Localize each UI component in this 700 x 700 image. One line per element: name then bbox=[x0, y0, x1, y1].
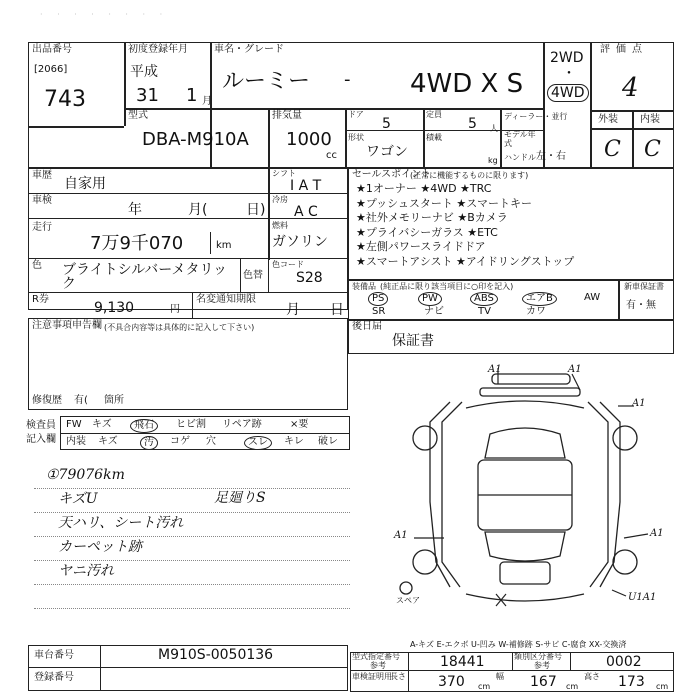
mark-a1-4: A1 bbox=[394, 530, 408, 541]
recycle-unit: 円 bbox=[170, 304, 180, 315]
color-value-1: ブライトシルバーメタリッ bbox=[62, 262, 227, 278]
color-code-label: 色コード bbox=[272, 260, 304, 269]
kata-label: 型式指定番号 bbox=[352, 652, 400, 661]
score-ext: C bbox=[604, 137, 621, 162]
reg-year: 31 bbox=[136, 85, 159, 106]
inspect-label-1: 検査員 bbox=[26, 420, 56, 431]
shaken-year: 年 bbox=[128, 202, 142, 218]
equip-item: ABS bbox=[470, 292, 498, 306]
faint-header: · · · · · · · · bbox=[40, 10, 169, 19]
score-int-label: 内装 bbox=[640, 114, 660, 125]
recycle-value: 9,130 bbox=[94, 300, 135, 316]
handnote-right: 足廻りS bbox=[214, 490, 266, 506]
w-value: 167 bbox=[530, 674, 557, 690]
len-value: 370 bbox=[438, 674, 465, 690]
shape-value: ワゴン bbox=[366, 144, 408, 160]
disp-unit: cc bbox=[326, 150, 337, 161]
shaken-label: 車検 bbox=[32, 195, 52, 206]
meigi-day: 日 bbox=[330, 302, 344, 318]
ac-label: 冷房 bbox=[272, 195, 288, 204]
cap-value: 5 bbox=[468, 116, 477, 132]
equip-item: TV bbox=[478, 306, 491, 317]
model-dash: - bbox=[344, 69, 351, 90]
mileage-label: 走行 bbox=[32, 222, 52, 233]
shape-label: 形状 bbox=[348, 133, 364, 142]
rui-sub: 参考 bbox=[534, 661, 550, 670]
sales-line: ★左側パワースライドドア bbox=[356, 240, 486, 253]
mark-a1-1: A1 bbox=[488, 364, 502, 375]
handnote-line: カーペット跡 bbox=[58, 539, 142, 555]
cap-label: 定員 bbox=[426, 110, 442, 119]
inspect-item: リペア跡 bbox=[222, 419, 262, 430]
sales-line: ★社外メモリーナビ ★Bカメラ bbox=[356, 211, 508, 224]
h-unit: cm bbox=[656, 682, 669, 691]
handnote-line: ヤニ汚れ bbox=[58, 563, 114, 579]
color-value-2: ク bbox=[62, 276, 76, 292]
inspect-item: FW bbox=[66, 419, 82, 430]
chassis-value: M910S-0050136 bbox=[158, 647, 274, 663]
shift-value: I A T bbox=[290, 178, 322, 194]
handle-label: ハンドル bbox=[504, 153, 536, 162]
ac-value: A C bbox=[294, 204, 318, 220]
equip-item: SR bbox=[372, 306, 386, 317]
score-ext-label: 外装 bbox=[598, 114, 618, 125]
equip-label: 装備品 bbox=[352, 282, 376, 291]
score-label: 評価点 bbox=[600, 44, 648, 55]
equip-item: カワ bbox=[526, 306, 546, 317]
lot-label: 出品番号 bbox=[32, 44, 72, 55]
reg-era: 平成 bbox=[130, 64, 158, 80]
notes-sub: (不具合内容等は具体的に記入して下さい) bbox=[104, 323, 255, 332]
model-label: 車名・グレード bbox=[214, 44, 284, 55]
lot-sub: [2066] bbox=[34, 64, 68, 75]
color-change-label: 色替 bbox=[243, 270, 263, 281]
inspect-label-2: 記入欄 bbox=[26, 434, 56, 445]
shaken-day: 日) bbox=[246, 202, 266, 218]
equip-item: AW bbox=[584, 292, 601, 303]
mileage-value: 7万9千070 bbox=[90, 233, 184, 254]
equip-item: エアB bbox=[522, 292, 557, 306]
kata-value: 18441 bbox=[440, 654, 485, 670]
color-label: 色 bbox=[32, 260, 42, 271]
mark-a1-2: A1 bbox=[568, 364, 582, 375]
history-value: 自家用 bbox=[64, 176, 106, 192]
h-value: 173 bbox=[618, 674, 645, 690]
atoduke-label: 後日届 bbox=[352, 321, 382, 332]
repair-value: 有( bbox=[74, 395, 88, 406]
model-grade: 4WD X S bbox=[410, 69, 524, 99]
inspect-item: スレ bbox=[244, 436, 272, 450]
model-name: ルーミー bbox=[222, 69, 311, 94]
inspect-item: キズ bbox=[98, 436, 118, 447]
h-label: 高さ bbox=[584, 672, 600, 681]
len-label: 長さ bbox=[390, 672, 406, 681]
inspect-item: 飛石 bbox=[130, 419, 158, 433]
reg-month-unit: 月 bbox=[202, 96, 212, 107]
equip-item: PW bbox=[418, 292, 442, 306]
handle-value: 左・右 bbox=[536, 151, 566, 162]
inspect-item: ×要 bbox=[290, 419, 309, 430]
sales-line: ★プッシュスタート ★スマートキー bbox=[356, 196, 533, 210]
handnote-line: 天ハリ、シート汚れ bbox=[58, 515, 184, 531]
reg-month: 1 bbox=[186, 85, 198, 106]
meigi-month: 月 bbox=[286, 302, 300, 318]
repair-unit: 箇所 bbox=[104, 395, 124, 406]
fuel-value: ガソリン bbox=[272, 234, 328, 250]
inspect-item: キズ bbox=[92, 419, 112, 430]
color-code: S28 bbox=[296, 270, 323, 286]
shift-label: シフト bbox=[272, 169, 296, 178]
rui-value: 0002 bbox=[606, 654, 642, 670]
shaken-month: 月( bbox=[188, 202, 208, 218]
handnote-line: キズU bbox=[58, 491, 98, 507]
history-label: 車歴 bbox=[32, 170, 52, 181]
inspect-item: キレ bbox=[284, 436, 304, 447]
door-value: 5 bbox=[382, 116, 391, 132]
drive-2wd: 2WD bbox=[550, 50, 584, 66]
kata-sub: 参考 bbox=[370, 661, 386, 670]
reg-label: 初度登録年月 bbox=[128, 44, 188, 55]
sales-line: ★プライバシーガラス ★ETC bbox=[356, 225, 498, 239]
atoduke-value: 保証書 bbox=[392, 333, 434, 349]
meigi-label: 名変通知期限 bbox=[196, 294, 256, 305]
dealer-label: ディーラー・並行 bbox=[504, 112, 568, 121]
warranty-value: 有・無 bbox=[626, 300, 656, 311]
equip-sub: (純正品に限り該当項目に○印を記入) bbox=[380, 282, 514, 291]
w-unit: cm bbox=[566, 682, 579, 691]
disp-value: 1000 bbox=[286, 129, 332, 150]
mark-a1-5: A1 bbox=[650, 528, 664, 539]
type-label: 型式 bbox=[128, 110, 148, 121]
car-damage-diagram bbox=[380, 362, 670, 612]
drive-dot: ・ bbox=[562, 66, 576, 82]
door-label: ドア bbox=[348, 110, 364, 119]
inspect-item: 内装 bbox=[66, 436, 86, 447]
damage-legend: A-キズ E-エクボ U-凹み W-補修跡 S-サビ C-腐食 XX-交換済 bbox=[410, 640, 627, 649]
score-value: 4 bbox=[622, 73, 639, 103]
inspect-item: コゲ bbox=[170, 436, 190, 447]
spare-label: スペア bbox=[396, 596, 420, 605]
inspect-item: ヒビ割 bbox=[176, 419, 206, 430]
sales-sub: (正常に機能するものに限ります) bbox=[410, 171, 529, 180]
score-int: C bbox=[644, 137, 661, 162]
drive-4wd-circled: 4WD bbox=[547, 84, 589, 102]
equip-item: ナビ bbox=[424, 306, 444, 317]
dim-label: 車検証明用 bbox=[352, 672, 392, 681]
equip-item: PS bbox=[368, 292, 388, 306]
rui-label: 類別区分番号 bbox=[514, 652, 562, 661]
mileage-unit: km bbox=[216, 240, 232, 251]
inspect-item: 破レ bbox=[318, 436, 338, 447]
type-value: DBA-M910A bbox=[142, 129, 249, 150]
repair-label: 修復歴 bbox=[32, 395, 62, 406]
handnote-line: ①79076km bbox=[46, 467, 125, 483]
regno-label: 登録番号 bbox=[34, 672, 74, 683]
load-unit: kg bbox=[488, 156, 498, 165]
len-unit: cm bbox=[478, 682, 491, 691]
sales-line: ★スマートアシスト ★アイドリングストップ bbox=[356, 254, 575, 268]
sales-line: ★1オーナー ★4WD ★TRC bbox=[356, 182, 492, 195]
sales-label: セールスポイント bbox=[352, 169, 432, 180]
notes-label: 注意事項申告欄 bbox=[32, 320, 102, 331]
recycle-label: R券 bbox=[32, 294, 49, 305]
mark-u1a1: U1A1 bbox=[628, 592, 657, 603]
w-label: 幅 bbox=[496, 672, 504, 681]
inspect-item: 汚 bbox=[140, 436, 158, 450]
mark-a1-3: A1 bbox=[632, 398, 646, 409]
my-label: モデル年式 bbox=[504, 130, 536, 148]
lot-number: 743 bbox=[44, 87, 86, 112]
cap-unit: 人 bbox=[490, 124, 498, 133]
warranty-label: 新車保証書 bbox=[624, 282, 664, 291]
chassis-label: 車台番号 bbox=[34, 650, 74, 661]
load-label: 積載 bbox=[426, 133, 442, 142]
fuel-label: 燃料 bbox=[272, 221, 288, 230]
disp-label: 排気量 bbox=[272, 110, 302, 121]
inspect-item: 穴 bbox=[206, 436, 216, 447]
